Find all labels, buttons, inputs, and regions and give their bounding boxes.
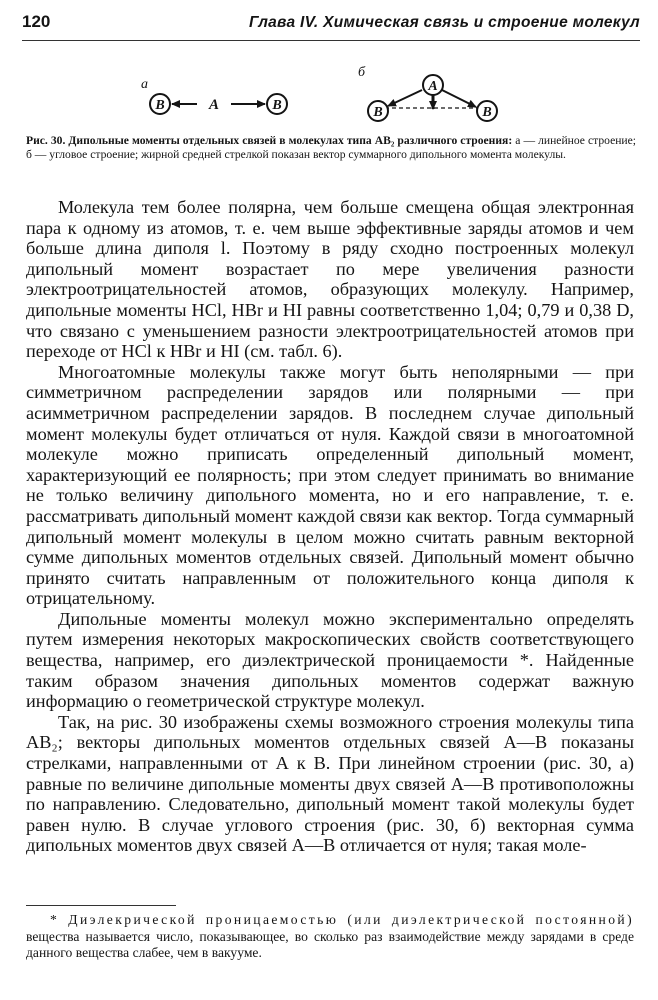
footnote-text: вещества называется число, показывающее, во сколько раз взаимодействие между зарядами в среде данного вещества слабее, чем в вакууме. <box>26 928 634 960</box>
running-header <box>22 12 640 36</box>
figure-30-drawing <box>0 62 658 134</box>
angular-molecule-diagram <box>368 75 497 121</box>
bond-dipole-arrow-right <box>442 90 476 107</box>
atom-a-label: A <box>428 79 438 94</box>
chapter-title: Глава IV. Химическая связь и строение молекул <box>248 14 640 31</box>
caption-lead: Рис. 30. Дипольные моменты отдельных связей в молекулах типа AB₂ различного строения: <box>26 134 513 147</box>
paragraph: Многоатомные молекулы также могут быть неполярными — при симметричном распределении зарядов или полярными — при асимметричном распределении зарядов. В последнем случае дипольный момент молекулы будет отличаться от нуля. Каждой связи в многоатомной молекуле можно приписать определенный дипольный момент, характеризующий ее полярность; при этом следует принимать во внимание не только величину дипольного момента, но и его направление, т. е. рассматривать дипольный момент каждой связи как вектор. Тогда суммарный дипольный момент молекулы в целом можно считать равным векторной сумме дипольных моментов отдельных связей. Дипольный момент обычно принято считать направленным от положительного конца диполя к отрицательному. <box>26 361 634 609</box>
paragraph: Молекула тем более полярна, чем больше смещена общая электронная пара к одному из атомов, т. е. чем выше эффективные заряды атомов и чем больше длина диполя l. Поэтому в ряду сходно построенных молекул дипольный момент возрастает по мере увеличения разности электроотрицательностей атомов, образующих молекулу. Например, дипольные моменты HCl, HBr и HI равны соответственно 1,04; 0,79 и 0,38 D, что связано с уменьшением разности электроотрицательностей атомов при переходе от HCl к HBr и HI (см. табл. 6). <box>26 197 634 362</box>
body-text <box>26 197 634 856</box>
atom-b-left-label: B <box>155 98 165 113</box>
figure-30 <box>0 62 658 134</box>
atom-b-right-label: B <box>482 105 492 120</box>
figure-caption <box>26 134 636 162</box>
footnote <box>26 912 634 962</box>
paragraph: Так, на рис. 30 изображены схемы возможного строения молекулы типа AB₂; векторы дипольных моментов отдельных связей А—В показаны стрелками, направленными от А к В. При линейном строении (рис. 30, а) равные по величине дипольные моменты двух связей А—В противоположны по направлению. Следовательно, дипольный момент такой молекулы будет равен нулю. В случае углового строения (рис. 30, б) векторная сумма дипольных моментов двух связей А—В отличается от нуля; такая моле- <box>26 711 634 856</box>
atom-b-left-label: B <box>373 105 383 120</box>
atom-b-right-label: B <box>272 98 282 113</box>
figure-label-b: б <box>358 65 366 80</box>
linear-molecule-diagram <box>150 94 287 114</box>
paragraph: Дипольные моменты молекул можно экспериментально определять путем измерения некоторых макроскопических свойств соответствующего вещества, например, его диэлектрической проницаемости *. Найденные таким образом значения дипольных моментов содержат важную информацию о геометрической структуре молекул. <box>26 608 634 712</box>
bond-dipole-arrow-left <box>388 90 422 106</box>
caption-text: а — линейное строение; б — угловое строение; жирной средней стрелкой показан вектор суммарного дипольного момента молекулы. <box>26 134 637 161</box>
footnote-term: * Диэлекрической проницаемостью (или диэлектрической постоянной) <box>50 912 634 927</box>
atom-a-center-label: A <box>208 97 220 113</box>
page-number: 120 <box>22 12 51 31</box>
figure-label-a: а <box>141 77 148 92</box>
header-rule <box>22 40 640 41</box>
footnote-rule <box>26 905 176 906</box>
